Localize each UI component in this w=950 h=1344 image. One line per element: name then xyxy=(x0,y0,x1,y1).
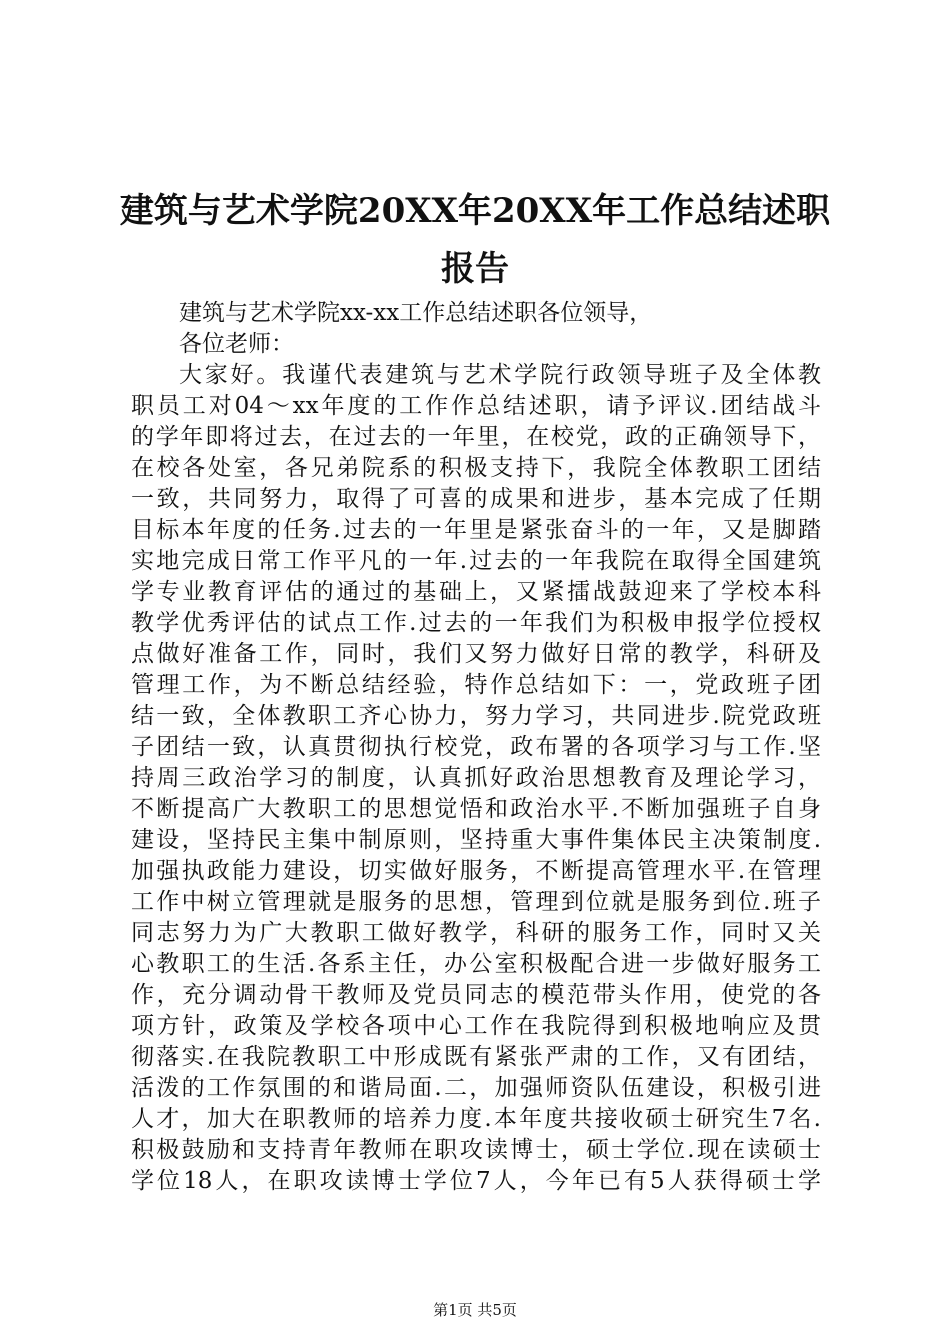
page-number-footer: 第1页 共5页 xyxy=(433,1301,517,1319)
body-line: 作，充分调动骨干教师及党员同志的模范带头作用，使党的各 xyxy=(131,982,821,1008)
salutation-line: 各位老师： xyxy=(179,331,294,357)
body-line: 子团结一致，认真贯彻执行校党，政布署的各项学习与工作.坚 xyxy=(131,734,821,760)
body-line: 建设，坚持民主集中制原则，坚持重大事件集体民主决策制度. xyxy=(131,827,821,853)
body-line: 点做好准备工作，同时，我们又努力做好日常的教学，科研及 xyxy=(131,641,821,667)
body-line: 教学优秀评估的试点工作.过去的一年我们为积极申报学位授权 xyxy=(131,610,821,636)
body-line: 的学年即将过去，在过去的一年里，在校党，政的正确领导下， xyxy=(131,424,821,450)
body-line: 活泼的工作氛围的和谐局面.二，加强师资队伍建设，积极引进 xyxy=(131,1075,821,1101)
body-line: 管理工作，为不断总结经验，特作总结如下：一，党政班子团 xyxy=(131,672,821,698)
salutation-line: 建筑与艺术学院xx-xx工作总结述职各位领导， xyxy=(179,300,653,326)
body-line: 人才，加大在职教师的培养力度.本年度共接收硕士研究生7名. xyxy=(131,1106,821,1132)
paragraph-first-line: 大家好。我谨代表建筑与艺术学院行政领导班子及全体教 xyxy=(179,362,821,388)
body-line: 目标本年度的任务.过去的一年里是紧张奋斗的一年，又是脚踏 xyxy=(131,517,821,543)
body-line: 持周三政治学习的制度，认真抓好政治思想教育及理论学习， xyxy=(131,765,821,791)
body-line: 在校各处室，各兄弟院系的积极支持下，我院全体教职工团结 xyxy=(131,455,821,481)
body-line: 加强执政能力建设，切实做好服务，不断提高管理水平.在管理 xyxy=(131,858,821,884)
body-line: 同志努力为广大教职工做好教学，科研的服务工作，同时又关 xyxy=(131,920,821,946)
body-line: 学专业教育评估的通过的基础上，又紧擂战鼓迎来了学校本科 xyxy=(131,579,821,605)
body-line: 项方针，政策及学校各项中心工作在我院得到积极地响应及贯 xyxy=(131,1013,821,1039)
body-line: 一致，共同努力，取得了可喜的成果和进步，基本完成了任期 xyxy=(131,486,821,512)
body-line: 结一致，全体教职工齐心协力，努力学习，共同进步.院党政班 xyxy=(131,703,821,729)
body-line: 职员工对04～xx年度的工作作总结述职，请予评议.团结战斗 xyxy=(131,393,821,419)
body-line: 心教职工的生活.各系主任，办公室积极配合进一步做好服务工 xyxy=(131,951,821,977)
body-line: 不断提高广大教职工的思想觉悟和政治水平.不断加强班子自身 xyxy=(131,796,821,822)
body-line: 积极鼓励和支持青年教师在职攻读博士，硕士学位.现在读硕士 xyxy=(131,1137,821,1163)
body-line: 彻落实.在我院教职工中形成既有紧张严肃的工作，又有团结， xyxy=(131,1044,821,1070)
document-body xyxy=(131,298,821,1197)
body-line: 工作中树立管理就是服务的思想，管理到位就是服务到位.班子 xyxy=(131,889,821,915)
document-title-line-2: 报告 xyxy=(441,249,509,289)
body-line: 实地完成日常工作平凡的一年.过去的一年我院在取得全国建筑 xyxy=(131,548,821,574)
body-line: 学位18人，在职攻读博士学位7人，今年已有5人获得硕士学 xyxy=(131,1168,821,1194)
document-title-line-1: 建筑与艺术学院20XX年20XX年工作总结述职 xyxy=(119,191,831,231)
